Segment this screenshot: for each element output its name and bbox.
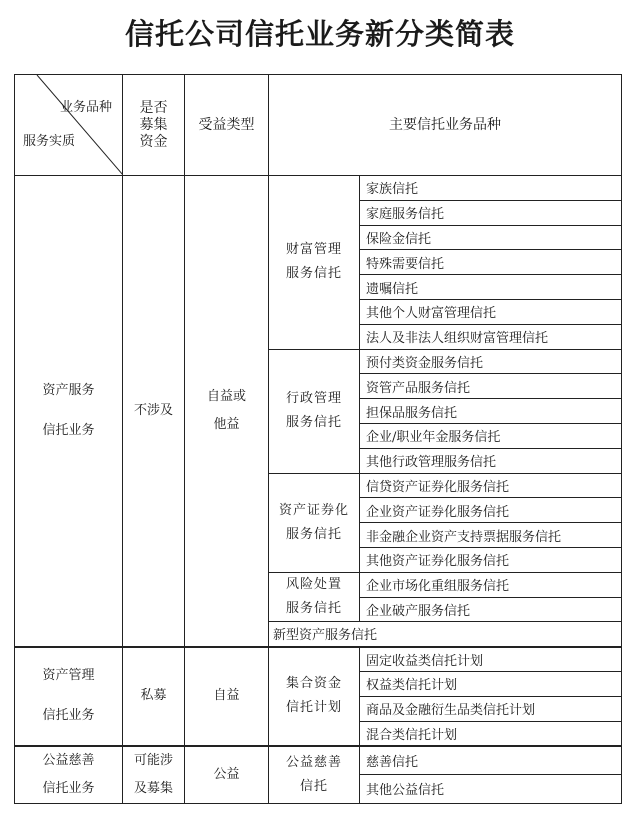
diagonal-header-cell xyxy=(15,75,123,176)
asset-service-benefit: 自益或 他益 xyxy=(185,176,269,647)
list-item: 其他个人财富管理信托 xyxy=(360,299,622,324)
category-asset-management: 资产管理 信托业务 xyxy=(15,647,123,746)
group-administrative-management: 行政管理 服务信托 xyxy=(269,349,360,473)
header-benefit-type: 受益类型 xyxy=(185,75,269,176)
header-business-variety: 业务品种 xyxy=(59,100,112,115)
page-title: 信托公司信托业务新分类简表 xyxy=(124,17,515,51)
list-item: 混合类信托计划 xyxy=(360,721,622,746)
list-item: 固定收益类信托计划 xyxy=(360,647,622,672)
list-item: 遗嘱信托 xyxy=(360,275,622,300)
category-asset-service: 资产服务 信托业务 xyxy=(15,176,123,647)
asset-management-raise: 私募 xyxy=(123,647,185,746)
list-item: 保险金信托 xyxy=(360,225,622,250)
list-item: 权益类信托计划 xyxy=(360,671,622,696)
header-service-nature: 服务实质 xyxy=(23,134,76,149)
group-wealth-management: 财富管理 服务信托 xyxy=(269,176,360,350)
group-risk-disposal: 风险处置 服务信托 xyxy=(269,572,360,622)
category-charity: 公益慈善 信托业务 xyxy=(15,746,123,804)
new-asset-service-trust: 新型资产服务信托 xyxy=(269,622,622,647)
list-item: 其他资产证券化服务信托 xyxy=(360,547,622,572)
table-row xyxy=(15,647,622,672)
diagonal-line xyxy=(15,75,123,175)
header-raise-funds: 是否 募集 资金 xyxy=(123,75,185,176)
list-item: 家庭服务信托 xyxy=(360,200,622,225)
list-item: 企业/职业年金服务信托 xyxy=(360,423,622,448)
list-item: 家族信托 xyxy=(360,176,622,201)
list-item: 企业市场化重组服务信托 xyxy=(360,572,622,597)
charity-benefit: 公益 xyxy=(185,746,269,804)
list-item: 信贷资产证券化服务信托 xyxy=(360,473,622,498)
list-item: 其他行政管理服务信托 xyxy=(360,448,622,473)
list-item: 法人及非法人组织财富管理信托 xyxy=(360,324,622,349)
charity-raise: 可能涉 及募集 xyxy=(123,746,185,804)
list-item: 担保品服务信托 xyxy=(360,399,622,424)
asset-management-benefit: 自益 xyxy=(185,647,269,746)
group-asset-securitization: 资产证券化 服务信托 xyxy=(269,473,360,572)
table-row xyxy=(15,746,622,775)
list-item: 商品及金融衍生品类信托计划 xyxy=(360,696,622,721)
header-row xyxy=(15,75,622,176)
list-item: 预付类资金服务信托 xyxy=(360,349,622,374)
group-collective-fund-trust: 集合资金 信托计划 xyxy=(269,647,360,746)
list-item: 特殊需要信托 xyxy=(360,250,622,275)
list-item: 资管产品服务信托 xyxy=(360,374,622,399)
list-item: 其他公益信托 xyxy=(360,775,622,804)
header-main-varieties: 主要信托业务品种 xyxy=(269,75,622,176)
list-item: 企业资产证券化服务信托 xyxy=(360,498,622,523)
group-charity-trust: 公益慈善 信托 xyxy=(269,746,360,804)
classification-table xyxy=(14,74,622,804)
asset-service-raise: 不涉及 xyxy=(123,176,185,647)
table-row xyxy=(15,176,622,201)
list-item: 慈善信托 xyxy=(360,746,622,775)
list-item: 企业破产服务信托 xyxy=(360,597,622,622)
list-item: 非金融企业资产支持票据服务信托 xyxy=(360,523,622,548)
